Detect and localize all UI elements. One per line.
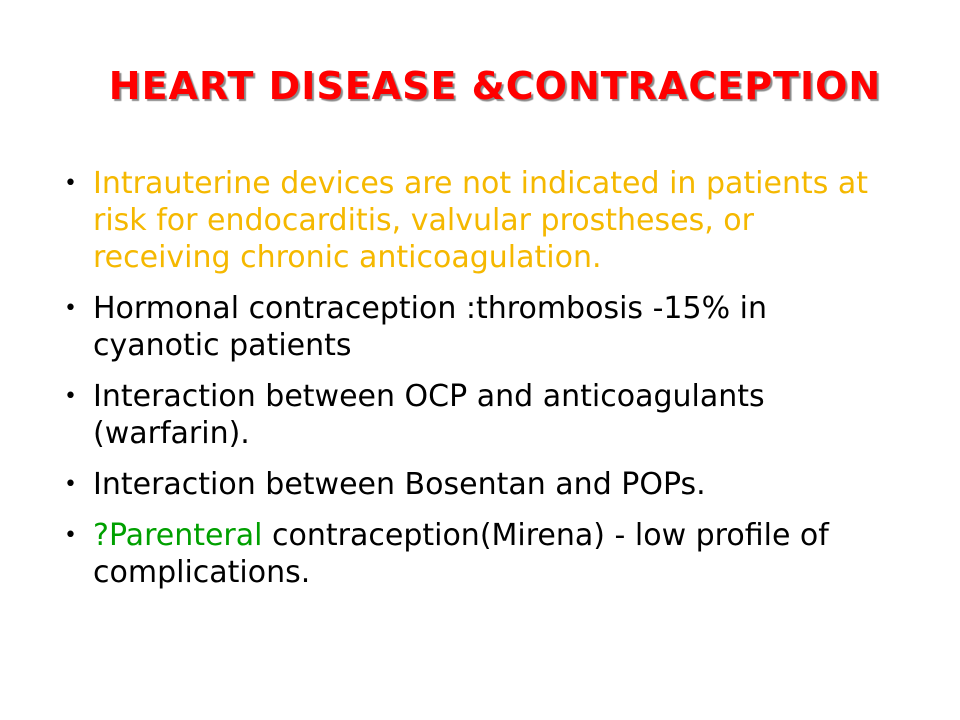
bullet-dot-icon: •: [64, 523, 77, 548]
bullet-dot-icon: •: [64, 384, 77, 409]
slide-title: HEART DISEASE &CONTRACEPTION: [108, 64, 882, 108]
bullet-prefix: ?: [93, 518, 109, 553]
bullet-text: Interaction between Bosentan and POPs.: [93, 467, 706, 502]
bullet-text: Intrauterine devices are not indicated in patients at risk for endocarditis, valvular prostheses, or receiving chronic anticoagulation.: [93, 166, 869, 275]
bullet-item: [58, 290, 898, 364]
bullet-item: [58, 378, 898, 452]
bullet-text: contraception(Mirena) - low profile of complications.: [93, 518, 829, 590]
bullet-item: [58, 165, 898, 276]
bullet-dot-icon: •: [64, 171, 77, 196]
bullet-highlight: Parenteral: [108, 518, 263, 553]
bullet-dot-icon: •: [64, 472, 77, 497]
bullet-item: [58, 466, 898, 503]
bullet-text: Hormonal contraception :thrombosis -15% in cyanotic patients: [93, 291, 767, 363]
bullet-dot-icon: •: [64, 296, 77, 321]
bullet-item: [58, 517, 898, 591]
bullet-list: [58, 165, 898, 605]
bullet-text: Interaction between OCP and anticoagulants (warfarin).: [93, 379, 765, 451]
